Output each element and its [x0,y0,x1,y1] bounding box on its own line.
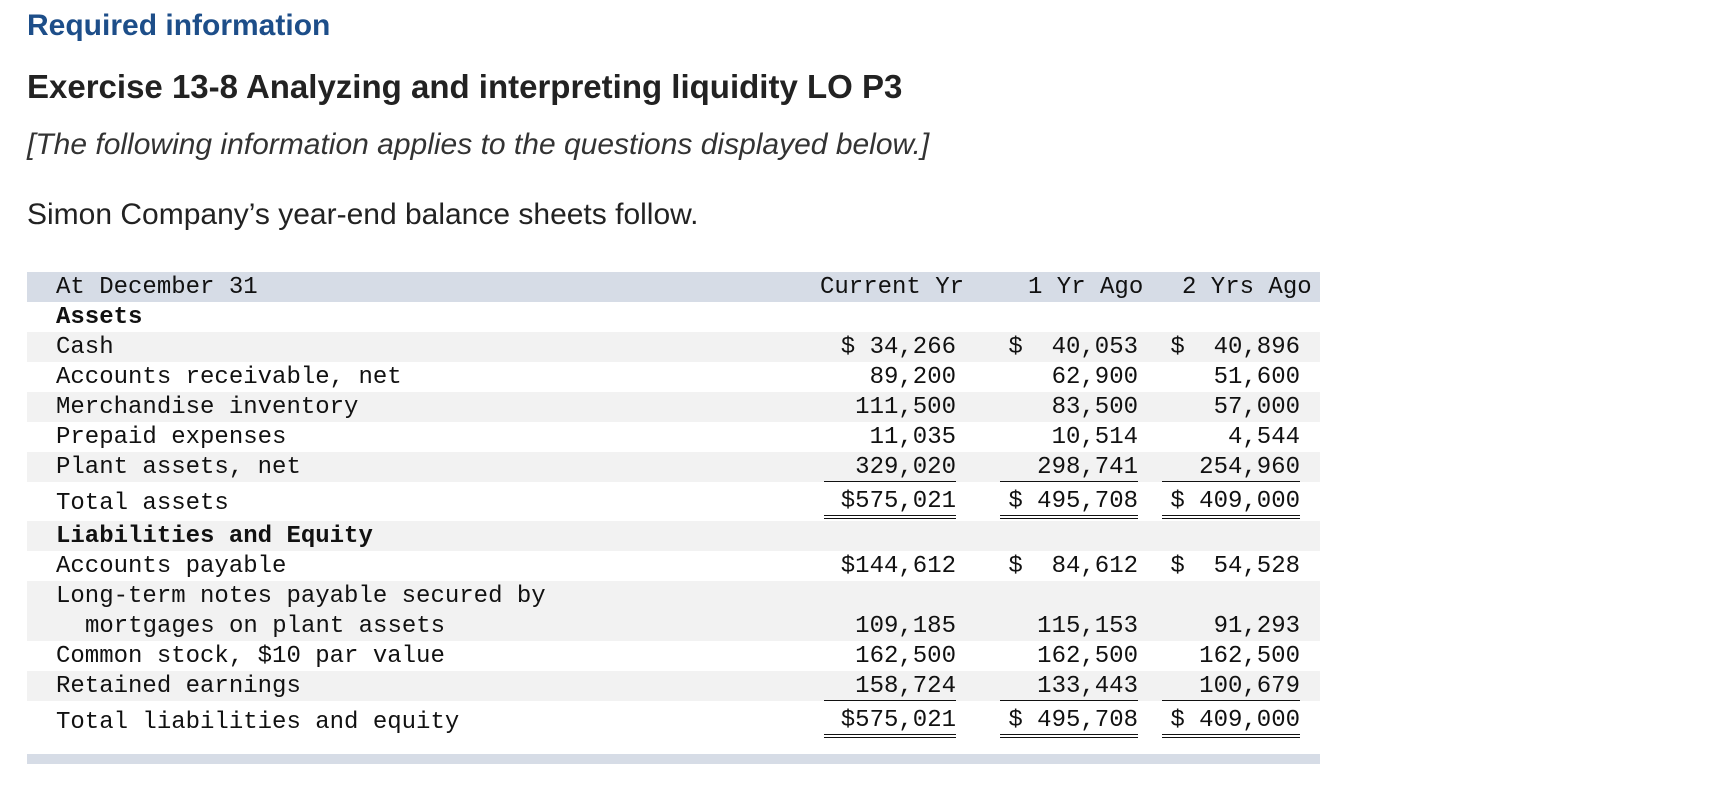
row-label: Accounts receivable, net [56,364,402,391]
liabilities-heading: Liabilities and Equity [56,523,373,550]
row-label: Total liabilities and equity [56,709,460,736]
row-label: Prepaid expenses [56,424,287,451]
total-assets-row [27,482,1320,521]
row-label: Plant assets, net [56,454,301,481]
header-current-yr: Current Yr [820,274,965,301]
cell-current-yr: $575,021 [824,488,956,519]
required-information-heading: Required information [27,9,331,42]
table-row [27,611,1320,641]
cell-1-yr-ago: 83,500 [1051,394,1138,421]
table-header-row [27,272,1320,302]
cell-2-yrs-ago: 91,293 [1213,613,1300,640]
cell-2-yrs-ago: $ 54,528 [1170,553,1300,580]
cell-current-yr: 111,500 [855,394,956,421]
assets-heading: Assets [56,304,143,331]
cell-current-yr: 89,200 [869,364,956,391]
total-liabilities-equity-row [27,701,1320,740]
intro-text: Simon Company’s year-end balance sheets follow. [27,198,699,231]
cell-current-yr: $575,021 [824,707,956,738]
cell-current-yr: $ 34,266 [840,334,956,361]
table-footer-bar [27,754,1320,764]
table-row [27,362,1320,392]
table-row [27,641,1320,671]
cell-current-yr: $144,612 [840,553,956,580]
cell-1-yr-ago: 133,443 [1000,673,1138,701]
cell-1-yr-ago: 115,153 [1037,613,1138,640]
table-row [27,422,1320,452]
cell-2-yrs-ago: 57,000 [1213,394,1300,421]
cell-2-yrs-ago: $ 409,000 [1162,707,1300,738]
cell-1-yr-ago: 298,741 [1000,454,1138,482]
cell-1-yr-ago: $ 495,708 [1000,488,1138,519]
table-row [27,551,1320,581]
cell-1-yr-ago: $ 40,053 [1008,334,1138,361]
table-row [27,392,1320,422]
table-row [27,671,1320,701]
header-label: At December 31 [56,274,258,301]
row-label: Total assets [56,490,229,517]
cell-2-yrs-ago: 100,679 [1162,673,1300,701]
table-row [27,452,1320,482]
row-label: Accounts payable [56,553,287,580]
table-row [27,332,1320,362]
header-2-yrs-ago: 2 Yrs Ago [1182,274,1312,301]
row-label: Merchandise inventory [56,394,359,421]
cell-2-yrs-ago: $ 409,000 [1162,488,1300,519]
cell-1-yr-ago: 10,514 [1051,424,1138,451]
balance-sheet-table [27,272,1320,764]
liabilities-heading-row [27,521,1320,551]
row-label-continued: mortgages on plant assets [85,613,446,640]
cell-current-yr: 158,724 [824,673,956,701]
cell-2-yrs-ago: 162,500 [1199,643,1300,670]
cell-2-yrs-ago: 51,600 [1213,364,1300,391]
instruction-note: [The following information applies to the questions displayed below.] [27,128,930,161]
cell-1-yr-ago: $ 84,612 [1008,553,1138,580]
row-label: Long-term notes payable secured by [56,583,546,610]
cell-2-yrs-ago: 254,960 [1162,454,1300,482]
row-label: Common stock, $10 par value [56,643,445,670]
cell-1-yr-ago: 62,900 [1051,364,1138,391]
cell-1-yr-ago: $ 495,708 [1000,707,1138,738]
row-label: Retained earnings [56,673,301,700]
assets-heading-row [27,302,1320,332]
cell-current-yr: 329,020 [824,454,956,482]
exercise-title: Exercise 13-8 Analyzing and interpreting liquidity LO P3 [27,68,903,105]
cell-2-yrs-ago: 4,544 [1227,424,1300,451]
cell-current-yr: 11,035 [869,424,956,451]
cell-current-yr: 162,500 [855,643,956,670]
row-label: Cash [56,334,114,361]
cell-1-yr-ago: 162,500 [1037,643,1138,670]
table-row [27,581,1320,611]
header-1-yr-ago: 1 Yr Ago [1028,274,1144,301]
cell-2-yrs-ago: $ 40,896 [1170,334,1300,361]
cell-current-yr: 109,185 [855,613,956,640]
